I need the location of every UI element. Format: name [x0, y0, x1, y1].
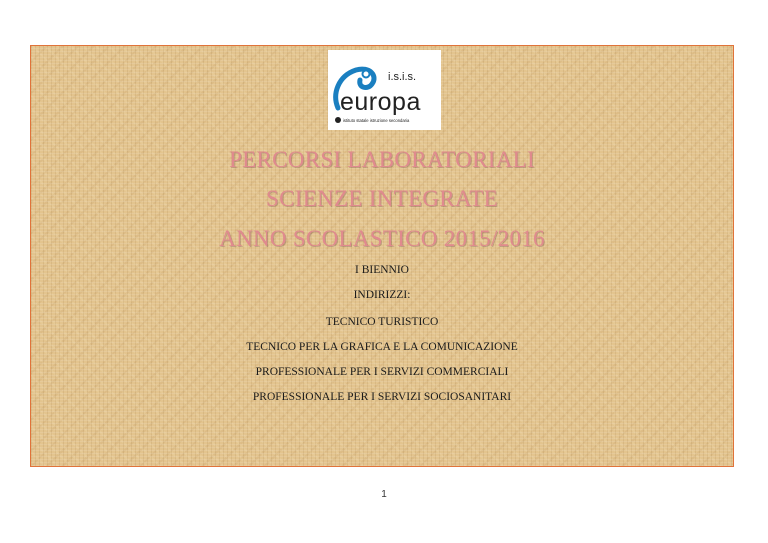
detail-tecnico-grafica: TECNICO PER LA GRAFICA E LA COMUNICAZIONE [246, 341, 518, 353]
detail-biennio: I BIENNIO [355, 264, 409, 276]
detail-indirizzi: INDIRIZZI: [353, 289, 411, 301]
logo-superscript: i.s.i.s. [388, 71, 417, 83]
logo-brand: europa [340, 88, 421, 116]
title-percorsi: PERCORSI LABORATORIALI [229, 147, 535, 172]
europa-logo-graphic [328, 50, 441, 130]
page-number: 1 [381, 489, 387, 500]
logo-tagline: istituto statale istruzione secondaria [343, 118, 410, 123]
detail-servizi-commerciali: PROFESSIONALE PER I SERVIZI COMMERCIALI [255, 366, 509, 378]
school-logo [328, 50, 441, 130]
cover-panel [30, 45, 734, 467]
title-scienze: SCIENZE INTEGRATE [266, 186, 498, 211]
detail-servizi-sociosanitari: PROFESSIONALE PER I SERVIZI SOCIOSANITARI [252, 391, 512, 403]
title-anno-scolastico: ANNO SCOLASTICO 2015/2016 [219, 226, 545, 251]
detail-tecnico-turistico: TECNICO TURISTICO [325, 316, 439, 328]
